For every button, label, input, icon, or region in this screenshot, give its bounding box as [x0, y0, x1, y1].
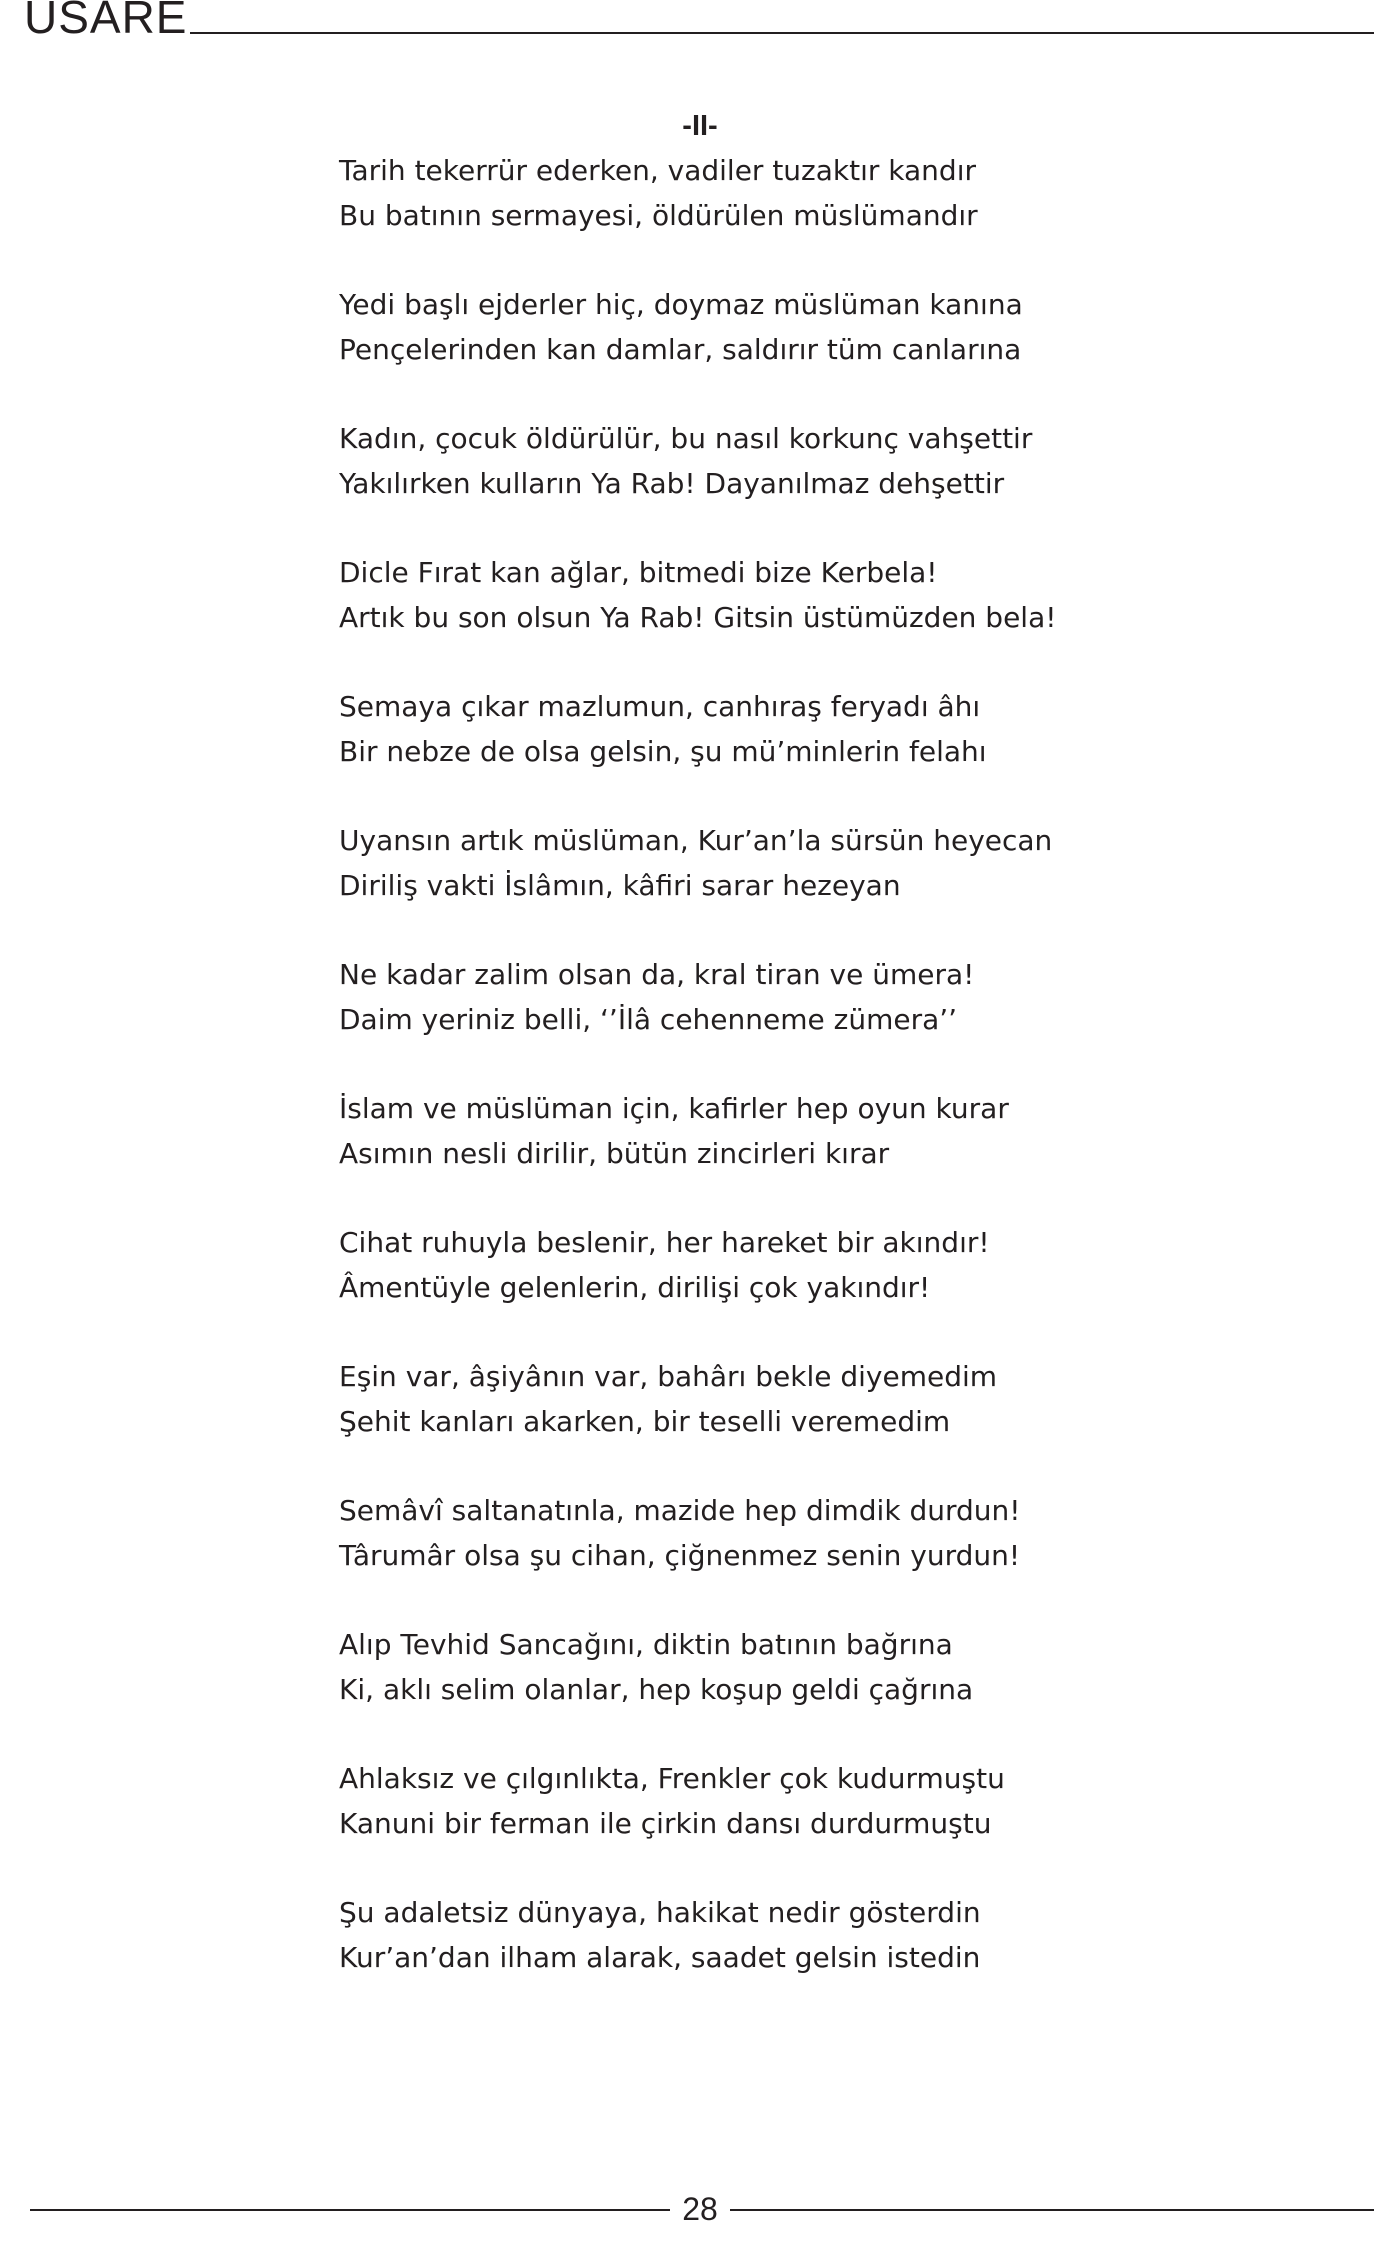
poem-line: Yedi başlı ejderler hiç, doymaz müslüman kanına: [339, 288, 1023, 321]
poem-line: Alıp Tevhid Sancağını, diktin batının bağrına: [339, 1628, 953, 1661]
stanza: [339, 148, 1239, 238]
stanza: [339, 684, 1239, 774]
page-number: 28: [682, 2191, 718, 2227]
poem-line: Yakılırken kulların Ya Rab! Dayanılmaz dehşettir: [339, 467, 1005, 500]
poem-line: Ki, aklı selim olanlar, hep koşup geldi çağrına: [339, 1673, 974, 1706]
stanza: [339, 952, 1239, 1042]
poem-line: Târumâr olsa şu cihan, çiğnenmez senin yurdun!: [339, 1539, 1021, 1572]
header-rule: [190, 32, 1374, 34]
poem-line: Semaya çıkar mazlumun, canhıraş feryadı âhı: [339, 690, 981, 723]
poem-line: Ahlaksız ve çılgınlıkta, Frenkler çok kudurmuştu: [339, 1762, 1005, 1795]
poem-line: Pençelerinden kan damlar, saldırır tüm canlarına: [339, 333, 1022, 366]
stanza: [339, 1488, 1239, 1578]
stanza: [339, 818, 1239, 908]
stanza: [339, 1220, 1239, 1310]
stanza: [339, 1756, 1239, 1846]
poem-line: Dicle Fırat kan ağlar, bitmedi bize Kerbela!: [339, 556, 938, 589]
stanza: [339, 282, 1239, 372]
poem-line: Asımın nesli dirilir, bütün zincirleri kırar: [339, 1137, 890, 1170]
poem-line: Şehit kanları akarken, bir teselli veremedim: [339, 1405, 951, 1438]
stanza: [339, 1354, 1239, 1444]
poem-line: Tarih tekerrür ederken, vadiler tuzaktır kandır: [339, 154, 976, 187]
footer-rule-left: [30, 2209, 670, 2211]
poem-line: Daim yeriniz belli, ‘’İlâ cehenneme zümera’’: [339, 1003, 958, 1036]
stanza: [339, 1086, 1239, 1176]
poem-line: Şu adaletsiz dünyaya, hakikat nedir gösterdin: [339, 1896, 981, 1929]
stanza: [339, 550, 1239, 640]
poem-body: [339, 148, 1239, 2024]
poem-line: Uyansın artık müslüman, Kur’an’la sürsün heyecan: [339, 824, 1053, 857]
poem-line: Artık bu son olsun Ya Rab! Gitsin üstümüzden bela!: [339, 601, 1057, 634]
poem-line: Diriliş vakti İslâmın, kâfiri sarar hezeyan: [339, 869, 901, 902]
poem-line: Kur’an’dan ilham alarak, saadet gelsin istedin: [339, 1941, 981, 1974]
poem-line: Cihat ruhuyla beslenir, her hareket bir akındır!: [339, 1226, 990, 1259]
stanza: [339, 1890, 1239, 1980]
running-title: USARE: [24, 0, 188, 43]
page-footer: [0, 2180, 1400, 2240]
poem-line: İslam ve müslüman için, kafirler hep oyun kurar: [339, 1092, 1009, 1125]
footer-rule-right: [730, 2209, 1374, 2211]
poem-line: Eşin var, âşiyânın var, bahârı bekle diyemedim: [339, 1360, 998, 1393]
poem-line: Kadın, çocuk öldürülür, bu nasıl korkunç vahşettir: [339, 422, 1033, 455]
stanza: [339, 416, 1239, 506]
poem-line: Bu batının sermayesi, öldürülen müslümandır: [339, 199, 978, 232]
poem-line: Semâvî saltanatınla, mazide hep dimdik durdun!: [339, 1494, 1021, 1527]
poem-line: Kanuni bir ferman ile çirkin dansı durdurmuştu: [339, 1807, 992, 1840]
page-header: [0, 0, 1400, 43]
stanza: [339, 1622, 1239, 1712]
poem-line: Âmentüyle gelenlerin, dirilişi çok yakındır!: [339, 1271, 931, 1304]
poem-line: Ne kadar zalim olsan da, kral tiran ve ümera!: [339, 958, 975, 991]
section-marker: -II-: [682, 110, 718, 142]
poem-line: Bir nebze de olsa gelsin, şu mü’minlerin felahı: [339, 735, 987, 768]
